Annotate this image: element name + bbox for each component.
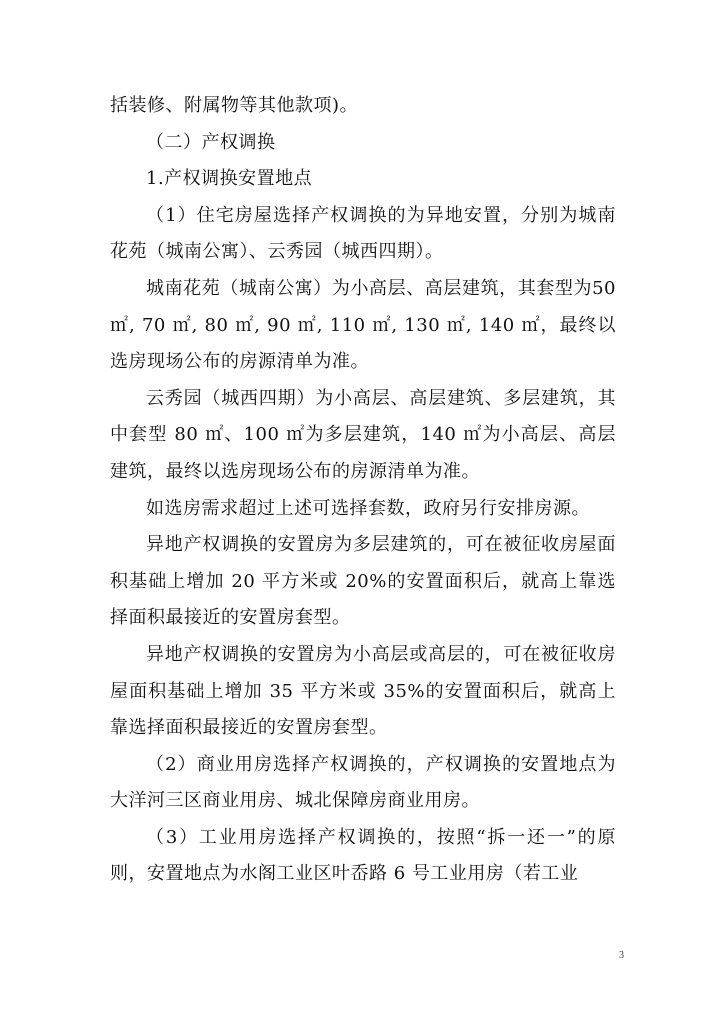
paragraph-multistory-rule: 异地产权调换的安置房为多层建筑的，可在被征收房屋面积基础上增加 20 平方米或 20%的安置面积后，就高上靠选择面积最接近的安置房套型。 [110, 534, 616, 629]
paragraph-residential-placement: （1）住宅房屋选择产权调换的为异地安置，分别为城南花苑（城南公寓）、云秀园（城西四期）。 [110, 204, 616, 263]
document-body [110, 88, 623, 893]
paragraph-continuation: 括装修、附属物等其他款项)。 [110, 95, 359, 116]
subsection-heading-placement-location: 1.产权调换安置地点 [146, 168, 313, 190]
paragraph-commercial-placement: （2）商业用房选择产权调换的，产权调换的安置地点为大洋河三区商业用房、城北保障房商业用房。 [110, 753, 616, 812]
section-heading-property-exchange: （二）产权调换 [146, 131, 276, 153]
paragraph-industrial-placement: （3）工业用房选择产权调换的，按照“拆一还一”的原则，安置地点为水阁工业区叶岙路 6 号工业用房（若工业 [110, 826, 616, 885]
page-number: 3 [619, 950, 624, 961]
paragraph-chengnan-huayuan: 城南花苑（城南公寓）为小高层、高层建筑，其套型为50 ㎡, 70 ㎡, 80 ㎡, 90 ㎡, 110 ㎡, 130 ㎡, 140 ㎡，最终以选房现场公布的房源清单为准。 [110, 277, 623, 373]
paragraph-highrise-rule: 异地产权调换的安置房为小高层或高层的，可在被征收房屋面积基础上增加 35 平方米或 35%的安置面积后，就高上靠选择面积最接近的安置房套型。 [110, 643, 616, 739]
paragraph-extra-housing: 如选房需求超过上述可选择套数，政府另行安排房源。 [146, 497, 590, 519]
paragraph-yunxiuyuan: 云秀园（城西四期）为小高层、高层建筑、多层建筑，其中套型 80 ㎡、100 ㎡为多层建筑，140 ㎡为小高层、高层建筑，最终以选房现场公布的房源清单为准。 [110, 387, 616, 482]
